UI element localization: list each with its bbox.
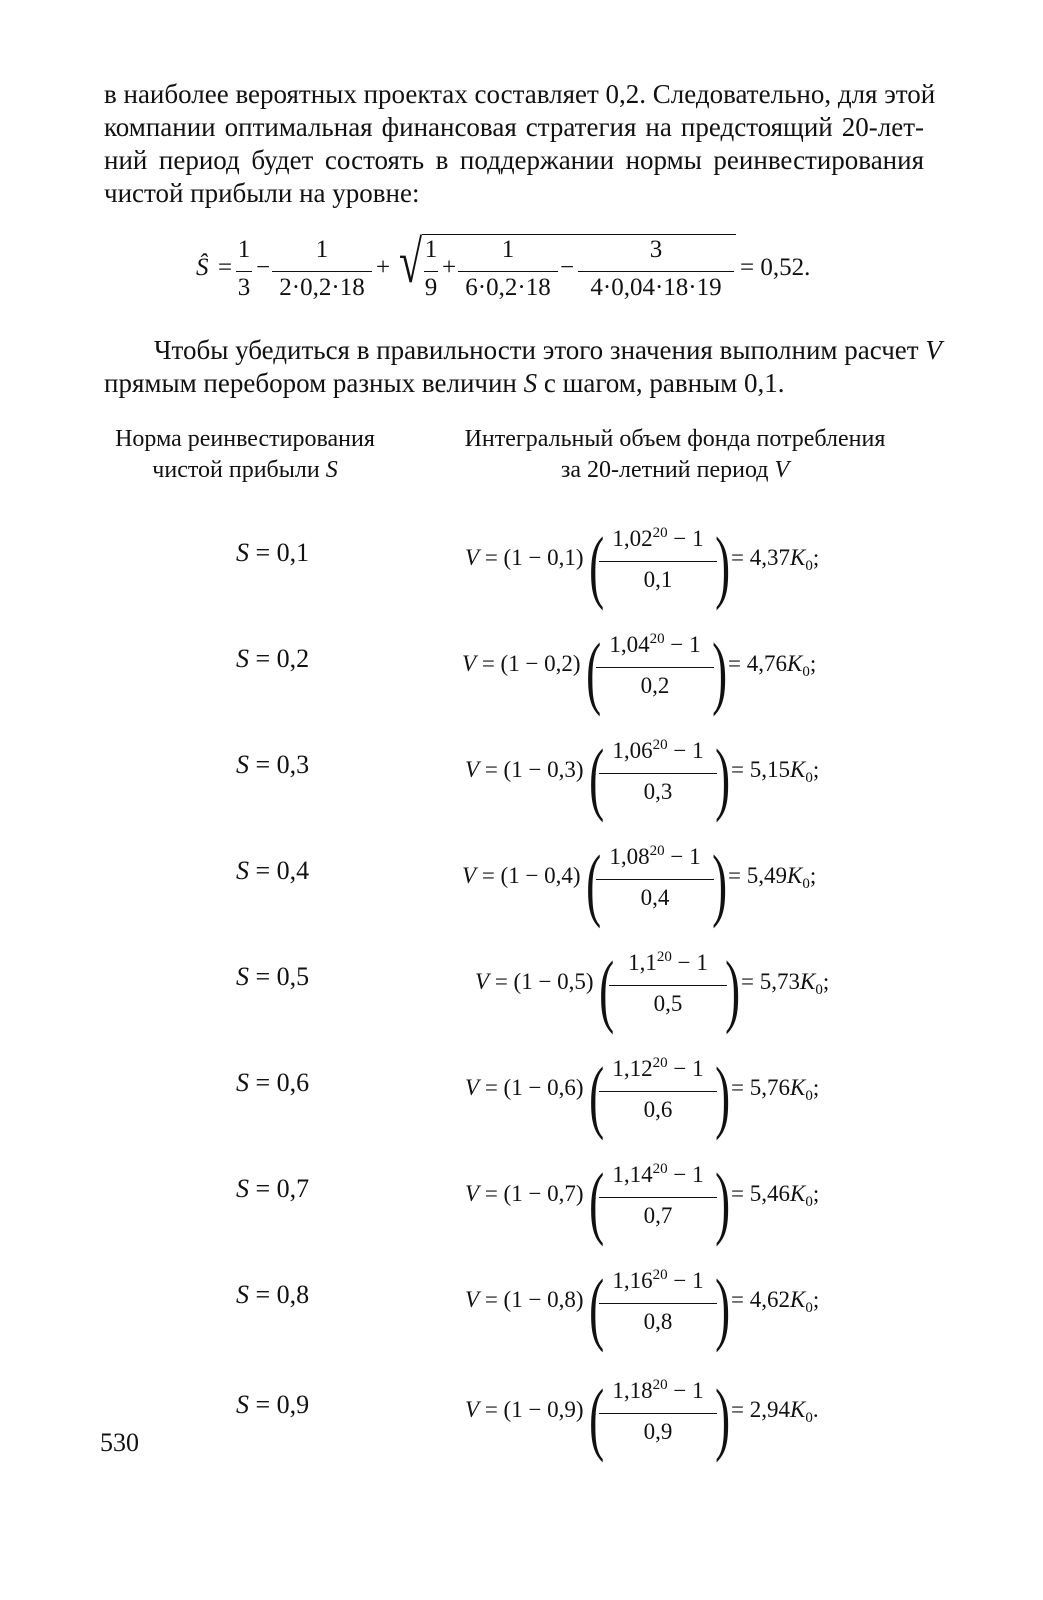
plus-sign: + xyxy=(442,254,457,281)
plus-sign: + xyxy=(376,254,391,281)
left-paren: ( xyxy=(589,732,605,823)
fraction-bar xyxy=(599,1303,717,1304)
fraction-bar xyxy=(272,271,372,272)
right-paren: ) xyxy=(712,626,728,717)
result-value: = 5,15K xyxy=(731,757,806,782)
fraction-bar xyxy=(609,985,727,986)
fraction-bar xyxy=(599,1197,717,1198)
text-line: Чтобы убедиться в правильности этого значения выполним расчет V xyxy=(154,335,942,365)
fraction-bar xyxy=(596,879,714,880)
fraction-denominator: 0,8 xyxy=(643,1309,673,1334)
fraction-denominator: 0,7 xyxy=(643,1203,673,1228)
optimal-s-formula xyxy=(196,229,836,314)
s-hat-symbol: Ŝ xyxy=(196,254,209,281)
header-line: за 20-летний период V xyxy=(560,457,790,483)
exponent: 20 xyxy=(649,631,665,647)
text-line: компании оптимальная финансовая стратегия на предстоящий 20-лет- xyxy=(104,112,924,142)
left-paren: ( xyxy=(589,1262,605,1353)
exponent: 20 xyxy=(652,525,668,541)
s-value: S = 0,7 xyxy=(236,1174,310,1203)
fraction-denominator: 6·0,2·18 xyxy=(465,274,551,301)
result-value: = 5,76K xyxy=(731,1075,806,1100)
minus-sign: − xyxy=(560,254,575,281)
left-paren: ( xyxy=(599,944,615,1035)
fraction-denominator: 0,6 xyxy=(643,1097,673,1122)
punctuation: ; xyxy=(812,545,820,570)
numerator-tail: − 1 xyxy=(667,1378,704,1403)
numerator-tail: − 1 xyxy=(667,1268,704,1293)
v-result xyxy=(728,863,816,893)
fraction-bar xyxy=(599,561,717,562)
subscript: 0 xyxy=(805,1088,813,1104)
growth-base: 1,1 xyxy=(628,950,657,975)
fraction-numerator xyxy=(593,525,723,552)
punctuation: ; xyxy=(812,1075,820,1100)
result-value: = 2,94K xyxy=(731,1397,806,1422)
formula-prefix: V = (1 − 0,9) xyxy=(465,1397,584,1422)
v-result xyxy=(731,757,819,787)
fraction-numerator xyxy=(590,843,720,870)
fraction-denominator: 0,5 xyxy=(653,991,683,1016)
subscript: 0 xyxy=(802,876,810,892)
fraction-denominator: 0,9 xyxy=(643,1419,673,1444)
root-overline xyxy=(422,234,736,235)
text-line: прямым перебором разных величин S с шагом, равным 0,1. xyxy=(104,368,785,398)
v-result xyxy=(731,1075,819,1105)
subscript: 0 xyxy=(805,558,813,574)
left-paren: ( xyxy=(589,1050,605,1141)
right-paren: ) xyxy=(715,732,731,823)
column-header-s xyxy=(100,424,390,486)
right-paren: ) xyxy=(715,1262,731,1353)
formula-prefix: V = (1 − 0,7) xyxy=(465,1181,584,1206)
text-line: чистой прибыли на уровне: xyxy=(104,178,420,208)
numerator-tail: − 1 xyxy=(671,950,708,975)
numerator-tail: − 1 xyxy=(667,526,704,551)
formula-prefix: V = (1 − 0,4) xyxy=(462,863,581,888)
fraction-denominator: 0,3 xyxy=(643,779,673,804)
exponent: 20 xyxy=(652,737,668,753)
table-row xyxy=(0,520,1043,630)
intro-paragraph xyxy=(104,78,936,210)
method-paragraph xyxy=(104,334,942,400)
punctuation: ; xyxy=(812,1181,820,1206)
right-paren: ) xyxy=(725,944,741,1035)
fraction-denominator: 9 xyxy=(424,274,438,301)
numerator-tail: − 1 xyxy=(667,738,704,763)
table-row xyxy=(0,626,1043,736)
fraction-bar xyxy=(596,667,714,668)
fraction-bar xyxy=(578,271,734,272)
subscript: 0 xyxy=(805,1410,813,1426)
result-value: = 5,73K xyxy=(741,969,816,994)
result-value: = 4,62K xyxy=(731,1287,806,1312)
page-number: 530 xyxy=(100,1428,139,1457)
fraction-numerator xyxy=(593,737,723,764)
right-paren: ) xyxy=(712,838,728,929)
fraction-denominator: 0,1 xyxy=(643,567,673,592)
table-row xyxy=(0,1372,1043,1482)
formula-prefix: V = (1 − 0,5) xyxy=(475,969,594,994)
table-row xyxy=(0,838,1043,948)
growth-base: 1,04 xyxy=(609,632,650,657)
subscript: 0 xyxy=(815,982,823,998)
result-value: = 5,46K xyxy=(731,1181,806,1206)
exponent: 20 xyxy=(652,1161,668,1177)
left-paren: ( xyxy=(589,520,605,611)
equals-sign: = xyxy=(218,254,233,281)
punctuation: . xyxy=(812,1397,819,1422)
formula-prefix: V = (1 − 0,1) xyxy=(465,545,584,570)
table-row xyxy=(0,732,1043,842)
v-result xyxy=(741,969,829,999)
subscript: 0 xyxy=(802,664,810,680)
text-line: ний период будет состоять в поддержании нормы реинвестирования xyxy=(104,145,924,175)
subscript: 0 xyxy=(805,770,813,786)
punctuation: ; xyxy=(812,757,820,782)
subscript: 0 xyxy=(805,1194,813,1210)
growth-base: 1,16 xyxy=(612,1268,653,1293)
fraction-numerator: 1 xyxy=(315,236,329,263)
fraction-numerator xyxy=(593,1161,723,1188)
result-value: = 4,76K xyxy=(728,651,803,676)
formula-prefix: V = (1 − 0,6) xyxy=(465,1075,584,1100)
result-value: = 5,49K xyxy=(728,863,803,888)
fraction-numerator xyxy=(593,1267,723,1294)
fraction-numerator: 3 xyxy=(649,236,663,263)
left-paren: ( xyxy=(589,1372,605,1463)
table-row xyxy=(0,1156,1043,1266)
v-result xyxy=(731,1181,819,1211)
left-paren: ( xyxy=(586,626,602,717)
s-value: S = 0,5 xyxy=(236,962,310,991)
header-line: чистой прибыли S xyxy=(152,457,338,483)
table-row xyxy=(0,944,1043,1054)
s-value: S = 0,4 xyxy=(236,856,310,885)
text-line: в наиболее вероятных проектах составляет 0,2. Следовательно, для этой xyxy=(104,79,936,109)
left-paren: ( xyxy=(586,838,602,929)
s-value: S = 0,9 xyxy=(236,1390,310,1419)
numerator-tail: − 1 xyxy=(664,844,701,869)
growth-base: 1,18 xyxy=(612,1378,653,1403)
s-value: S = 0,3 xyxy=(236,750,310,779)
exponent: 20 xyxy=(652,1055,668,1071)
punctuation: ; xyxy=(809,651,817,676)
fraction-bar xyxy=(424,271,438,272)
formula-prefix: V = (1 − 0,3) xyxy=(465,757,584,782)
fraction-denominator: 2·0,2·18 xyxy=(279,274,365,301)
header-line: Интегральный объем фонда потребления xyxy=(464,426,886,452)
fraction-denominator: 4·0,04·18·19 xyxy=(590,274,722,301)
growth-base: 1,14 xyxy=(612,1162,653,1187)
formula-prefix: V = (1 − 0,2) xyxy=(462,651,581,676)
fraction-bar xyxy=(599,773,717,774)
s-value: S = 0,1 xyxy=(236,538,310,567)
numerator-tail: − 1 xyxy=(664,632,701,657)
s-value: S = 0,8 xyxy=(236,1280,310,1309)
v-result xyxy=(731,1397,819,1427)
fraction-bar xyxy=(599,1413,717,1414)
v-result xyxy=(728,651,816,681)
s-value: S = 0,6 xyxy=(236,1068,310,1097)
fraction-bar xyxy=(236,271,252,272)
fraction-numerator: 1 xyxy=(501,236,515,263)
right-paren: ) xyxy=(715,1156,731,1247)
right-paren: ) xyxy=(715,1050,731,1141)
result-value: = 4,37K xyxy=(731,545,806,570)
exponent: 20 xyxy=(652,1377,668,1393)
table-row xyxy=(0,1050,1043,1160)
formula-prefix: V = (1 − 0,8) xyxy=(465,1287,584,1312)
column-header-v xyxy=(430,424,920,486)
fraction-numerator xyxy=(593,1055,723,1082)
exponent: 20 xyxy=(649,843,665,859)
growth-base: 1,08 xyxy=(609,844,650,869)
formula-result: = 0,52. xyxy=(740,254,811,281)
numerator-tail: − 1 xyxy=(667,1056,704,1081)
fraction-numerator: 1 xyxy=(237,236,251,263)
fraction-denominator: 3 xyxy=(237,274,251,301)
fraction-numerator xyxy=(590,631,720,658)
punctuation: ; xyxy=(822,969,830,994)
right-paren: ) xyxy=(715,1372,731,1463)
v-result xyxy=(731,1287,819,1317)
table-row xyxy=(0,1262,1043,1372)
subscript: 0 xyxy=(805,1300,813,1316)
fraction-numerator: 1 xyxy=(424,236,438,263)
growth-base: 1,12 xyxy=(612,1056,653,1081)
right-paren: ) xyxy=(715,520,731,611)
fraction-denominator: 0,2 xyxy=(640,673,670,698)
fraction-numerator xyxy=(603,949,733,976)
fraction-numerator xyxy=(593,1377,723,1404)
s-value: S = 0,2 xyxy=(236,644,310,673)
punctuation: ; xyxy=(809,863,817,888)
fraction-bar xyxy=(599,1091,717,1092)
minus-sign: − xyxy=(256,254,271,281)
fraction-bar xyxy=(458,271,558,272)
growth-base: 1,06 xyxy=(612,738,653,763)
punctuation: ; xyxy=(812,1287,820,1312)
numerator-tail: − 1 xyxy=(667,1162,704,1187)
exponent: 20 xyxy=(656,949,672,965)
square-root-icon: √ xyxy=(398,229,422,295)
header-line: Норма реинвестирования xyxy=(115,426,375,452)
exponent: 20 xyxy=(652,1267,668,1283)
v-result xyxy=(731,545,819,575)
fraction-denominator: 0,4 xyxy=(640,885,670,910)
left-paren: ( xyxy=(589,1156,605,1247)
growth-base: 1,02 xyxy=(612,526,653,551)
